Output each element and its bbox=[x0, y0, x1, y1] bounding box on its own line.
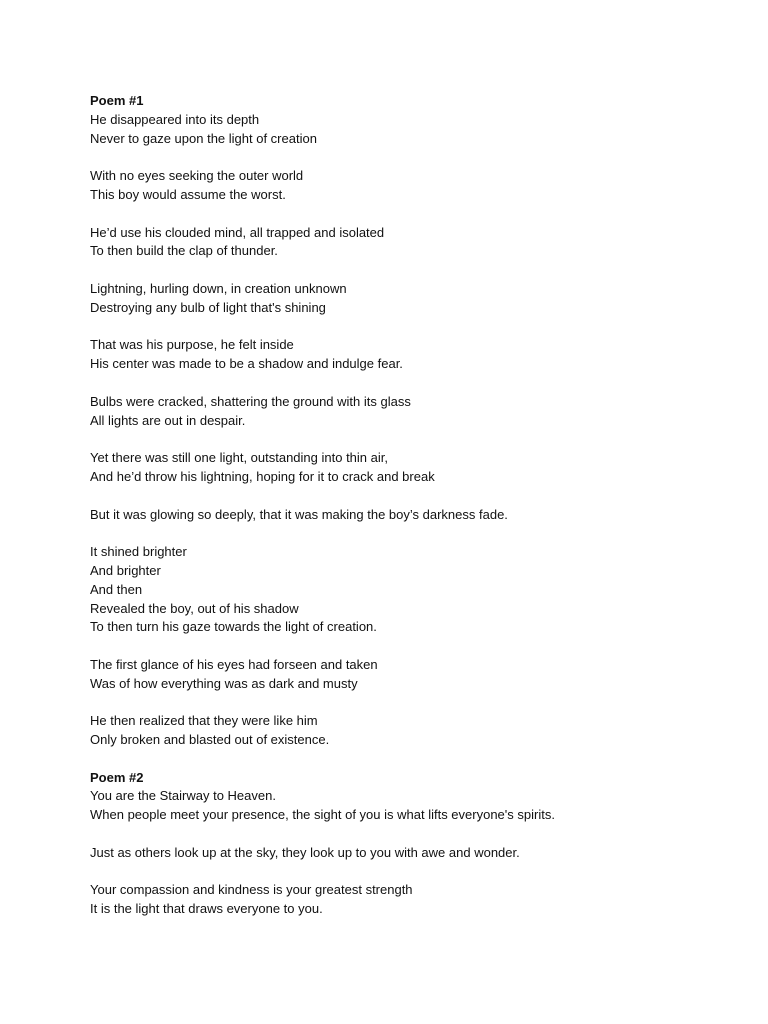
stanza bbox=[90, 336, 730, 374]
poem-line: This boy would assume the worst. bbox=[90, 186, 286, 202]
poem-line: Destroying any bulb of light that's shining bbox=[90, 299, 326, 315]
poem-line: And then bbox=[90, 581, 143, 597]
poem-line: He then realized that they were like him bbox=[90, 713, 318, 729]
poem-line: Never to gaze upon the light of creation bbox=[90, 130, 317, 146]
poem-line: The first glance of his eyes had forseen and taken bbox=[90, 656, 378, 672]
poem-line: It shined brighter bbox=[90, 544, 187, 560]
poem-line: He’d use his clouded mind, all trapped and isolated bbox=[90, 224, 385, 240]
poem-line: Lightning, hurling down, in creation unknown bbox=[90, 280, 347, 296]
poem-line: And he’d throw his lightning, hoping for it to crack and break bbox=[90, 468, 435, 484]
stanza bbox=[90, 449, 730, 487]
stanza bbox=[90, 656, 730, 694]
poem-line: Just as others look up at the sky, they look up to you with awe and wonder. bbox=[90, 844, 520, 860]
document-page bbox=[90, 92, 730, 938]
poem-line: Only broken and blasted out of existence. bbox=[90, 732, 330, 748]
poem-line: To then build the clap of thunder. bbox=[90, 243, 278, 259]
stanza bbox=[90, 224, 730, 262]
poem-line: Revealed the boy, out of his shadow bbox=[90, 600, 299, 616]
poem-line: Your compassion and kindness is your greatest strength bbox=[90, 882, 413, 898]
poem-line: His center was made to be a shadow and indulge fear. bbox=[90, 356, 403, 372]
stanza bbox=[90, 787, 730, 825]
poem-2 bbox=[90, 769, 730, 919]
poem-title: Poem #1 bbox=[90, 93, 144, 108]
poem-line: Was of how everything was as dark and musty bbox=[90, 675, 358, 691]
poem-line: That was his purpose, he felt inside bbox=[90, 337, 294, 353]
poem-line: You are the Stairway to Heaven. bbox=[90, 788, 276, 804]
poem-line: With no eyes seeking the outer world bbox=[90, 168, 304, 184]
poem-title: Poem #2 bbox=[90, 769, 144, 785]
poem-line: And brighter bbox=[90, 562, 161, 578]
stanza bbox=[90, 844, 730, 863]
stanza bbox=[90, 111, 730, 149]
poem-line: To then turn his gaze towards the light of creation. bbox=[90, 619, 377, 635]
poem-1 bbox=[90, 92, 730, 750]
poem-line: All lights are out in despair. bbox=[90, 412, 246, 428]
stanza bbox=[90, 543, 730, 637]
stanza bbox=[90, 167, 730, 205]
stanza bbox=[90, 280, 730, 318]
poem-line: Bulbs were cracked, shattering the ground with its glass bbox=[90, 393, 411, 409]
poem-line: He disappeared into its depth bbox=[90, 111, 260, 127]
stanza bbox=[90, 393, 730, 431]
poem-line: It is the light that draws everyone to you. bbox=[90, 901, 323, 917]
poem-line: But it was glowing so deeply, that it was making the boy’s darkness fade. bbox=[90, 506, 508, 522]
poem-line: Yet there was still one light, outstanding into thin air, bbox=[90, 450, 388, 466]
stanza bbox=[90, 506, 730, 525]
stanza bbox=[90, 881, 730, 919]
stanza bbox=[90, 712, 730, 750]
poem-line: When people meet your presence, the sight of you is what lifts everyone's spirits. bbox=[90, 807, 555, 823]
